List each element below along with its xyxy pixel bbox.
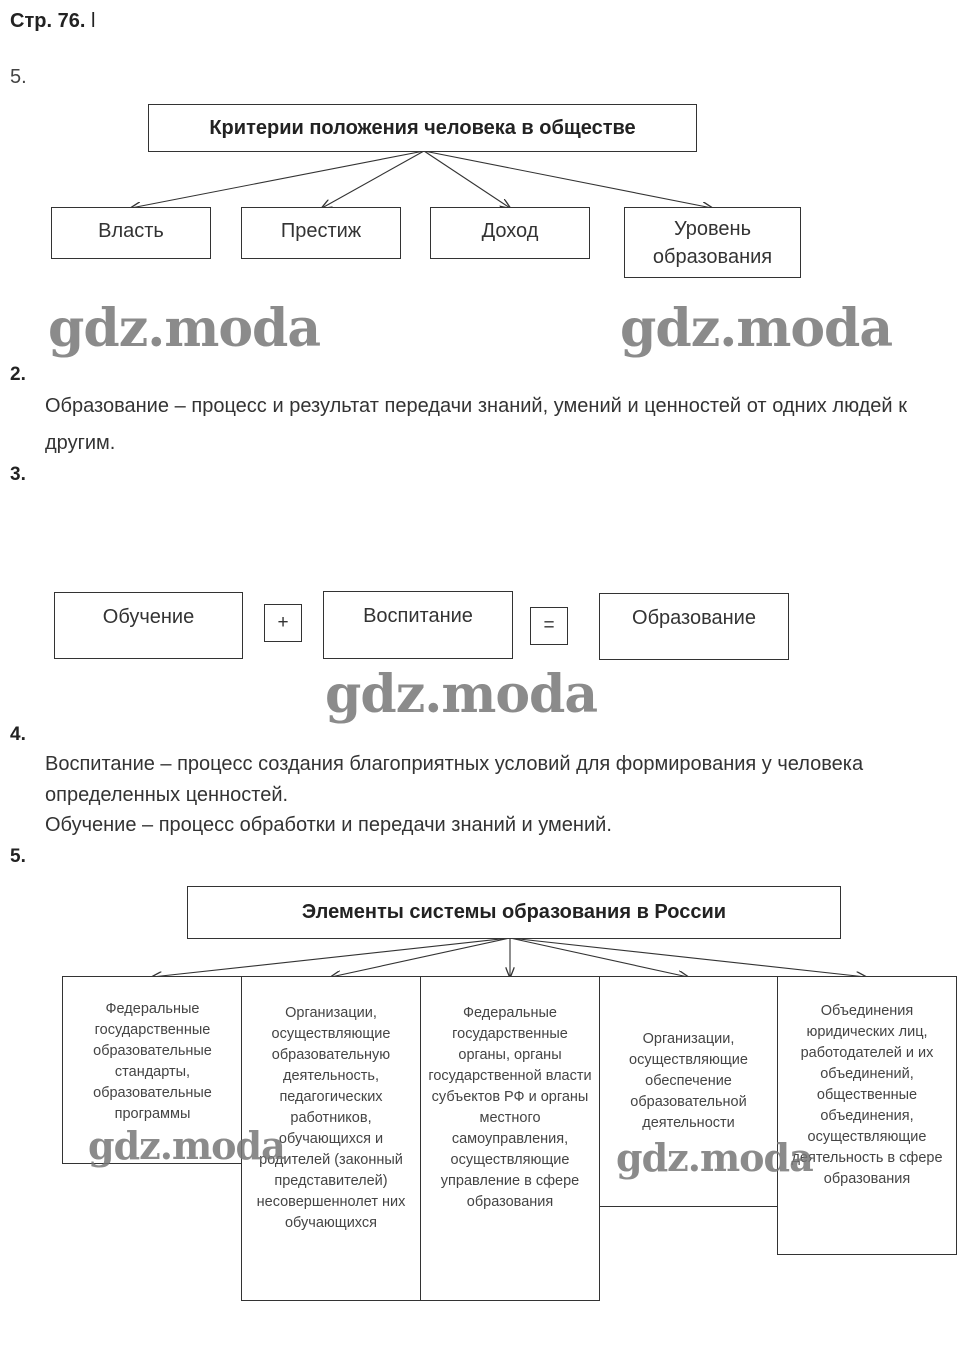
element-text: Организации, осуществляющие обеспечение образовательной деятельности: [629, 1031, 748, 1131]
q3-number: 3.: [10, 464, 26, 485]
q2-definition: Образование – процесс и результат передачи знаний, умений и ценностей от одних людей к другим.: [45, 395, 907, 454]
watermark-logo: gdz.moda: [88, 1123, 285, 1168]
page-mark: l: [90, 10, 96, 32]
criterion-vlast: [51, 207, 211, 259]
element-associations: [777, 976, 957, 1255]
equals-label: =: [543, 615, 555, 636]
criterion-uroven: [624, 207, 801, 278]
arrow-to-element-5: [510, 938, 866, 977]
watermark-logo: gdz.moda: [616, 1135, 813, 1180]
element-text: Федеральные государственные органы, органы государственной власти субъектов РФ и органы местного самоуправления, осуществляющие управление в сфере образования: [428, 1005, 592, 1210]
criterion-label: Власть: [98, 220, 164, 242]
criterion-prestizh: [241, 207, 401, 259]
element-text: Организации, осуществляющие образовательную деятельность, педагогических работников, обучающихся и родителей (законный представителей) несовершеннолет них обучающихся: [256, 1005, 406, 1231]
q2-number: 2.: [10, 364, 26, 385]
arrow-to-prestizh: [322, 151, 424, 208]
page-label: Стр. 76.: [10, 10, 86, 32]
element-text: Федеральные государственные образовательные стандарты, образовательные программы: [93, 1001, 212, 1122]
criterion-label: Уровень образования: [652, 217, 773, 268]
watermark-logo: gdz.moda: [325, 664, 598, 725]
arrow-to-element-2: [331, 938, 510, 977]
arrow-to-element-1: [152, 938, 510, 977]
system-title: Элементы системы образования в России: [301, 901, 727, 923]
arrow-to-vlast: [131, 151, 424, 208]
plus-sign: [264, 604, 302, 642]
q4-number: 4.: [10, 724, 26, 745]
q4-vospitanie-definition: Воспитание – процесс создания благоприятных условий для формирования у человека определенных ценностей.: [45, 753, 864, 806]
element-text: Объединения юридических лиц, работодателей и их объединений, общественные объединения, осуществляющие деятельность в сфере образования: [791, 1003, 943, 1187]
arrow-to-element-4: [510, 938, 688, 977]
criterion-label: Доход: [481, 220, 539, 242]
term-label: Образование: [632, 607, 756, 629]
page-header: [10, 10, 95, 33]
plus-label: +: [277, 612, 289, 633]
term-label: Воспитание: [363, 605, 473, 627]
term-label: Обучение: [102, 606, 195, 628]
watermark-logo: gdz.moda: [620, 298, 893, 359]
term-obuchenie: [54, 592, 243, 659]
watermark-logo: gdz.moda: [48, 298, 321, 359]
criterion-dokhod: [430, 207, 590, 259]
criterion-label: Престиж: [280, 220, 362, 242]
equals-sign: [530, 607, 568, 645]
term-obrazovanie: [599, 593, 789, 660]
q4-obuchenie-definition: Обучение – процесс обработки и передачи знаний и умений.: [45, 814, 612, 836]
system-title-box: [187, 886, 841, 939]
q5-top-number: 5.: [10, 66, 27, 88]
term-vospitanie: [323, 591, 513, 659]
criteria-title: Критерии положения человека в обществе: [209, 116, 636, 139]
criteria-title-box: [148, 104, 697, 152]
q5-bottom-number: 5.: [10, 846, 26, 867]
element-government-bodies: [420, 976, 600, 1301]
